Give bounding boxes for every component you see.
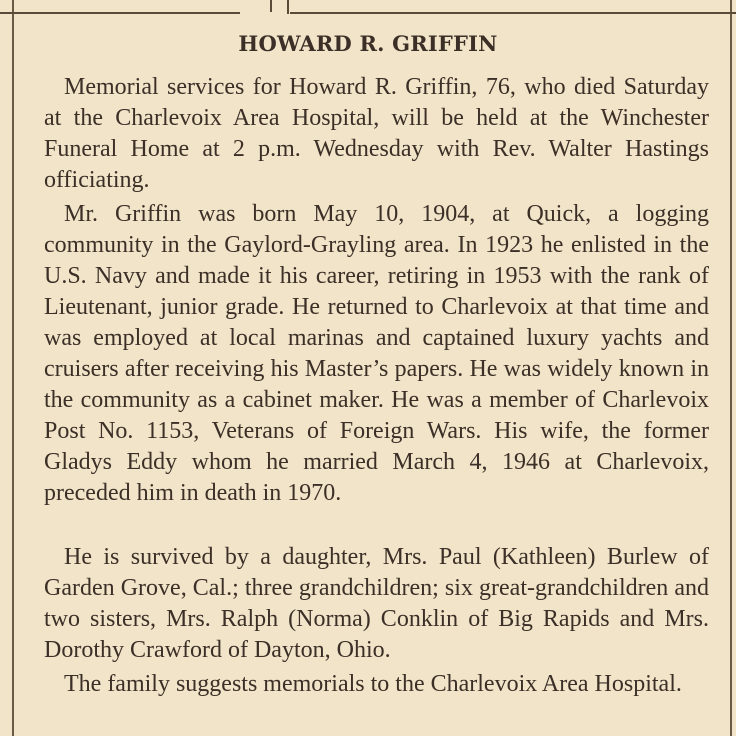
column-divider-tick-right [287,0,289,14]
column-divider-tick [270,0,272,12]
paragraph-memorial-services: Memorial services for Howard R. Griffin, 76, who died Saturday at the Charlevoix Area Hospital, will be held at the Winchester Funeral Home at 2 p.m. Wednesday with Rev. Walter Hastings officiating. [44,74,709,193]
obituary-headline: HOWARD R. GRIFFIN [238,31,498,56]
column-rule-left [12,0,14,736]
paragraph-biography: Mr. Griffin was born May 10, 1904, at Quick, a logging community in the Gaylord-Grayling area. In 1923 he enlisted in the U.S. Navy and made it his career, retiring in 1953 with the rank of Lieutenant, junior grade. He returned to Charlevoix at that time and was employed at local marinas and captained luxury yachts and cruisers after receiving his Master’s papers. He was widely known in the community as a cabinet maker. He was a member of Charlevoix Post No. 1153, Veterans of Foreign Wars. His wife, the former Gladys Eddy whom he married March 4, 1946 at Charlevoix, preceded him in death in 1970. [44,201,709,506]
column-rule-right [730,0,732,736]
paragraph-survivors: He is survived by a daughter, Mrs. Paul (Kathleen) Burlew of Garden Grove, Cal.; three grandchildren; six great-grandchildren and two sisters, Mrs. Ralph (Norma) Conklin of Big Rapids and Mrs. Dorothy Crawford of Dayton, Ohio. [44,544,709,663]
top-rule-left [0,12,240,14]
top-rule-right [290,12,736,14]
paragraph-memorials: The family suggests memorials to the Charlevoix Area Hospital. [64,671,682,697]
